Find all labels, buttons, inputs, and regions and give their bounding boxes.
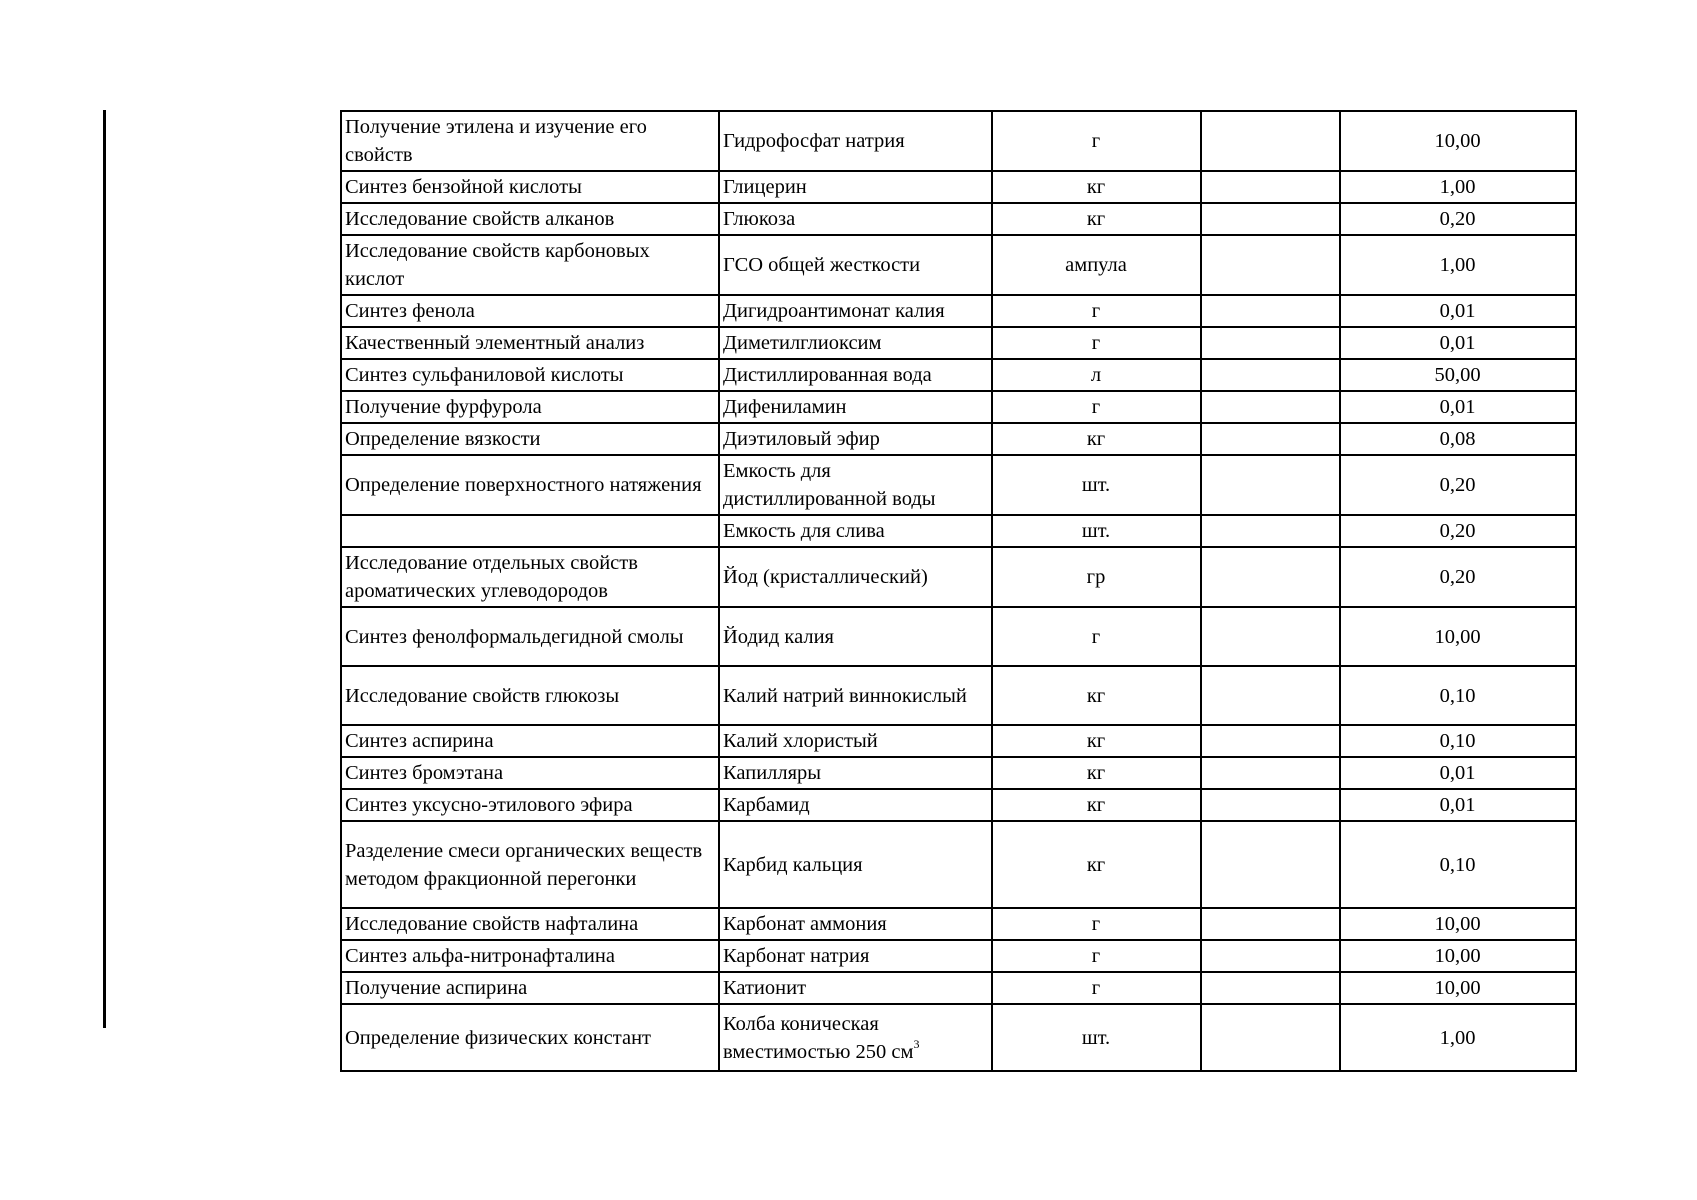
table-row bbox=[341, 327, 1576, 359]
unit-cell: шт. bbox=[992, 455, 1201, 515]
table-row bbox=[341, 111, 1576, 171]
table-row bbox=[341, 789, 1576, 821]
quantity-cell: 10,00 bbox=[1340, 607, 1576, 666]
quantity-cell: 10,00 bbox=[1340, 908, 1576, 940]
quantity-cell: 10,00 bbox=[1340, 111, 1576, 171]
margin-rule bbox=[103, 110, 106, 1028]
reagent-cell: Дистиллированная вода bbox=[719, 359, 992, 391]
unit-cell: л bbox=[992, 359, 1201, 391]
reagent-cell: Карбонат натрия bbox=[719, 940, 992, 972]
table-row bbox=[341, 295, 1576, 327]
table-row bbox=[341, 908, 1576, 940]
quantity-cell: 10,00 bbox=[1340, 972, 1576, 1004]
unit-cell: кг bbox=[992, 821, 1201, 908]
quantity-cell: 0,10 bbox=[1340, 821, 1576, 908]
work-cell: Исследование свойств нафталина bbox=[341, 908, 719, 940]
quantity-cell: 0,01 bbox=[1340, 295, 1576, 327]
reagents-table bbox=[340, 110, 1577, 1072]
reagent-cell: Диэтиловый эфир bbox=[719, 423, 992, 455]
work-cell: Исследование свойств алканов bbox=[341, 203, 719, 235]
work-cell: Синтез альфа-нитронафталина bbox=[341, 940, 719, 972]
quantity-cell: 0,20 bbox=[1340, 515, 1576, 547]
reagent-cell: Карбид кальция bbox=[719, 821, 992, 908]
empty-cell bbox=[1201, 908, 1340, 940]
unit-cell: кг bbox=[992, 423, 1201, 455]
unit-cell: ампула bbox=[992, 235, 1201, 295]
quantity-cell: 0,08 bbox=[1340, 423, 1576, 455]
superscript: 3 bbox=[913, 1036, 920, 1051]
reagent-cell: Дигидроантимонат калия bbox=[719, 295, 992, 327]
reagent-cell: Емкость для дистиллированной воды bbox=[719, 455, 992, 515]
table-row bbox=[341, 1004, 1576, 1071]
reagent-cell: Капилляры bbox=[719, 757, 992, 789]
work-cell: Исследование свойств карбоновых кислот bbox=[341, 235, 719, 295]
empty-cell bbox=[1201, 725, 1340, 757]
empty-cell bbox=[1201, 295, 1340, 327]
quantity-cell: 0,10 bbox=[1340, 666, 1576, 725]
quantity-cell: 1,00 bbox=[1340, 171, 1576, 203]
table-row bbox=[341, 235, 1576, 295]
empty-cell bbox=[1201, 391, 1340, 423]
reagent-cell: Гидрофосфат натрия bbox=[719, 111, 992, 171]
unit-cell: кг bbox=[992, 171, 1201, 203]
work-cell: Синтез сульфаниловой кислоты bbox=[341, 359, 719, 391]
empty-cell bbox=[1201, 423, 1340, 455]
reagent-cell: ГСО общей жесткости bbox=[719, 235, 992, 295]
reagent-cell: Глицерин bbox=[719, 171, 992, 203]
unit-cell: г bbox=[992, 972, 1201, 1004]
empty-cell bbox=[1201, 789, 1340, 821]
work-cell bbox=[341, 515, 719, 547]
empty-cell bbox=[1201, 171, 1340, 203]
unit-cell: кг bbox=[992, 789, 1201, 821]
reagent-cell: Карбонат аммония bbox=[719, 908, 992, 940]
empty-cell bbox=[1201, 666, 1340, 725]
quantity-cell: 50,00 bbox=[1340, 359, 1576, 391]
quantity-cell: 1,00 bbox=[1340, 235, 1576, 295]
work-cell: Синтез фенола bbox=[341, 295, 719, 327]
work-cell: Синтез бромэтана bbox=[341, 757, 719, 789]
table-row bbox=[341, 607, 1576, 666]
table-row bbox=[341, 171, 1576, 203]
table-row bbox=[341, 725, 1576, 757]
table-row bbox=[341, 666, 1576, 725]
quantity-cell: 0,20 bbox=[1340, 203, 1576, 235]
work-cell: Синтез аспирина bbox=[341, 725, 719, 757]
reagent-cell: Катионит bbox=[719, 972, 992, 1004]
empty-cell bbox=[1201, 111, 1340, 171]
reagent-cell: Диметилглиоксим bbox=[719, 327, 992, 359]
reagent-cell: Йод (кристаллический) bbox=[719, 547, 992, 607]
unit-cell: гр bbox=[992, 547, 1201, 607]
table-last-row-group bbox=[341, 1004, 1576, 1071]
work-cell: Определение поверхностного натяжения bbox=[341, 455, 719, 515]
table-row bbox=[341, 940, 1576, 972]
unit-cell: шт. bbox=[992, 515, 1201, 547]
table-row bbox=[341, 515, 1576, 547]
unit-cell: г bbox=[992, 607, 1201, 666]
reagent-cell: Йодид калия bbox=[719, 607, 992, 666]
work-cell: Определение вязкости bbox=[341, 423, 719, 455]
empty-cell bbox=[1201, 757, 1340, 789]
reagent-cell: Дифениламин bbox=[719, 391, 992, 423]
quantity-cell: 0,01 bbox=[1340, 789, 1576, 821]
empty-cell bbox=[1201, 359, 1340, 391]
reagent-cell: Карбамид bbox=[719, 789, 992, 821]
empty-cell bbox=[1201, 455, 1340, 515]
quantity-cell: 0,01 bbox=[1340, 327, 1576, 359]
work-cell: Синтез фенолформальдегидной смолы bbox=[341, 607, 719, 666]
table-row bbox=[341, 203, 1576, 235]
unit-cell: г bbox=[992, 908, 1201, 940]
quantity-cell: 0,20 bbox=[1340, 547, 1576, 607]
empty-cell bbox=[1201, 972, 1340, 1004]
work-cell: Исследование свойств глюкозы bbox=[341, 666, 719, 725]
unit-cell: г bbox=[992, 295, 1201, 327]
unit-cell: г bbox=[992, 327, 1201, 359]
empty-cell bbox=[1201, 547, 1340, 607]
quantity-cell: 1,00 bbox=[1340, 1004, 1576, 1071]
table-row bbox=[341, 359, 1576, 391]
reagent-cell: Калий хлористый bbox=[719, 725, 992, 757]
work-cell: Разделение смеси органических веществ методом фракционной перегонки bbox=[341, 821, 719, 908]
quantity-cell: 0,01 bbox=[1340, 391, 1576, 423]
unit-cell: кг bbox=[992, 666, 1201, 725]
work-cell: Получение фурфурола bbox=[341, 391, 719, 423]
quantity-cell: 0,01 bbox=[1340, 757, 1576, 789]
table-row bbox=[341, 391, 1576, 423]
table-body bbox=[341, 111, 1576, 1004]
reagent-cell: Глюкоза bbox=[719, 203, 992, 235]
work-cell: Качественный элементный анализ bbox=[341, 327, 719, 359]
work-cell: Определение физических констант bbox=[341, 1004, 719, 1071]
table-row bbox=[341, 547, 1576, 607]
work-cell: Получение этилена и изучение его свойств bbox=[341, 111, 719, 171]
unit-cell: шт. bbox=[992, 1004, 1201, 1071]
reagent-cell: Калий натрий виннокислый bbox=[719, 666, 992, 725]
table-row bbox=[341, 757, 1576, 789]
empty-cell bbox=[1201, 1004, 1340, 1071]
reagent-text: Колба коническая вместимостью 250 см bbox=[723, 1012, 914, 1063]
empty-cell bbox=[1201, 607, 1340, 666]
table-row bbox=[341, 821, 1576, 908]
empty-cell bbox=[1201, 515, 1340, 547]
reagent-cell: Емкость для слива bbox=[719, 515, 992, 547]
empty-cell bbox=[1201, 327, 1340, 359]
work-cell: Исследование отдельных свойств ароматических углеводородов bbox=[341, 547, 719, 607]
unit-cell: г bbox=[992, 391, 1201, 423]
work-cell: Получение аспирина bbox=[341, 972, 719, 1004]
empty-cell bbox=[1201, 821, 1340, 908]
reagent-cell bbox=[719, 1004, 992, 1071]
empty-cell bbox=[1201, 940, 1340, 972]
unit-cell: кг bbox=[992, 757, 1201, 789]
table-row bbox=[341, 972, 1576, 1004]
unit-cell: г bbox=[992, 940, 1201, 972]
quantity-cell: 0,10 bbox=[1340, 725, 1576, 757]
table-row bbox=[341, 455, 1576, 515]
quantity-cell: 0,20 bbox=[1340, 455, 1576, 515]
unit-cell: кг bbox=[992, 203, 1201, 235]
quantity-cell: 10,00 bbox=[1340, 940, 1576, 972]
table-row bbox=[341, 423, 1576, 455]
unit-cell: кг bbox=[992, 725, 1201, 757]
empty-cell bbox=[1201, 235, 1340, 295]
work-cell: Синтез уксусно-этилового эфира bbox=[341, 789, 719, 821]
work-cell: Синтез бензойной кислоты bbox=[341, 171, 719, 203]
empty-cell bbox=[1201, 203, 1340, 235]
unit-cell: г bbox=[992, 111, 1201, 171]
